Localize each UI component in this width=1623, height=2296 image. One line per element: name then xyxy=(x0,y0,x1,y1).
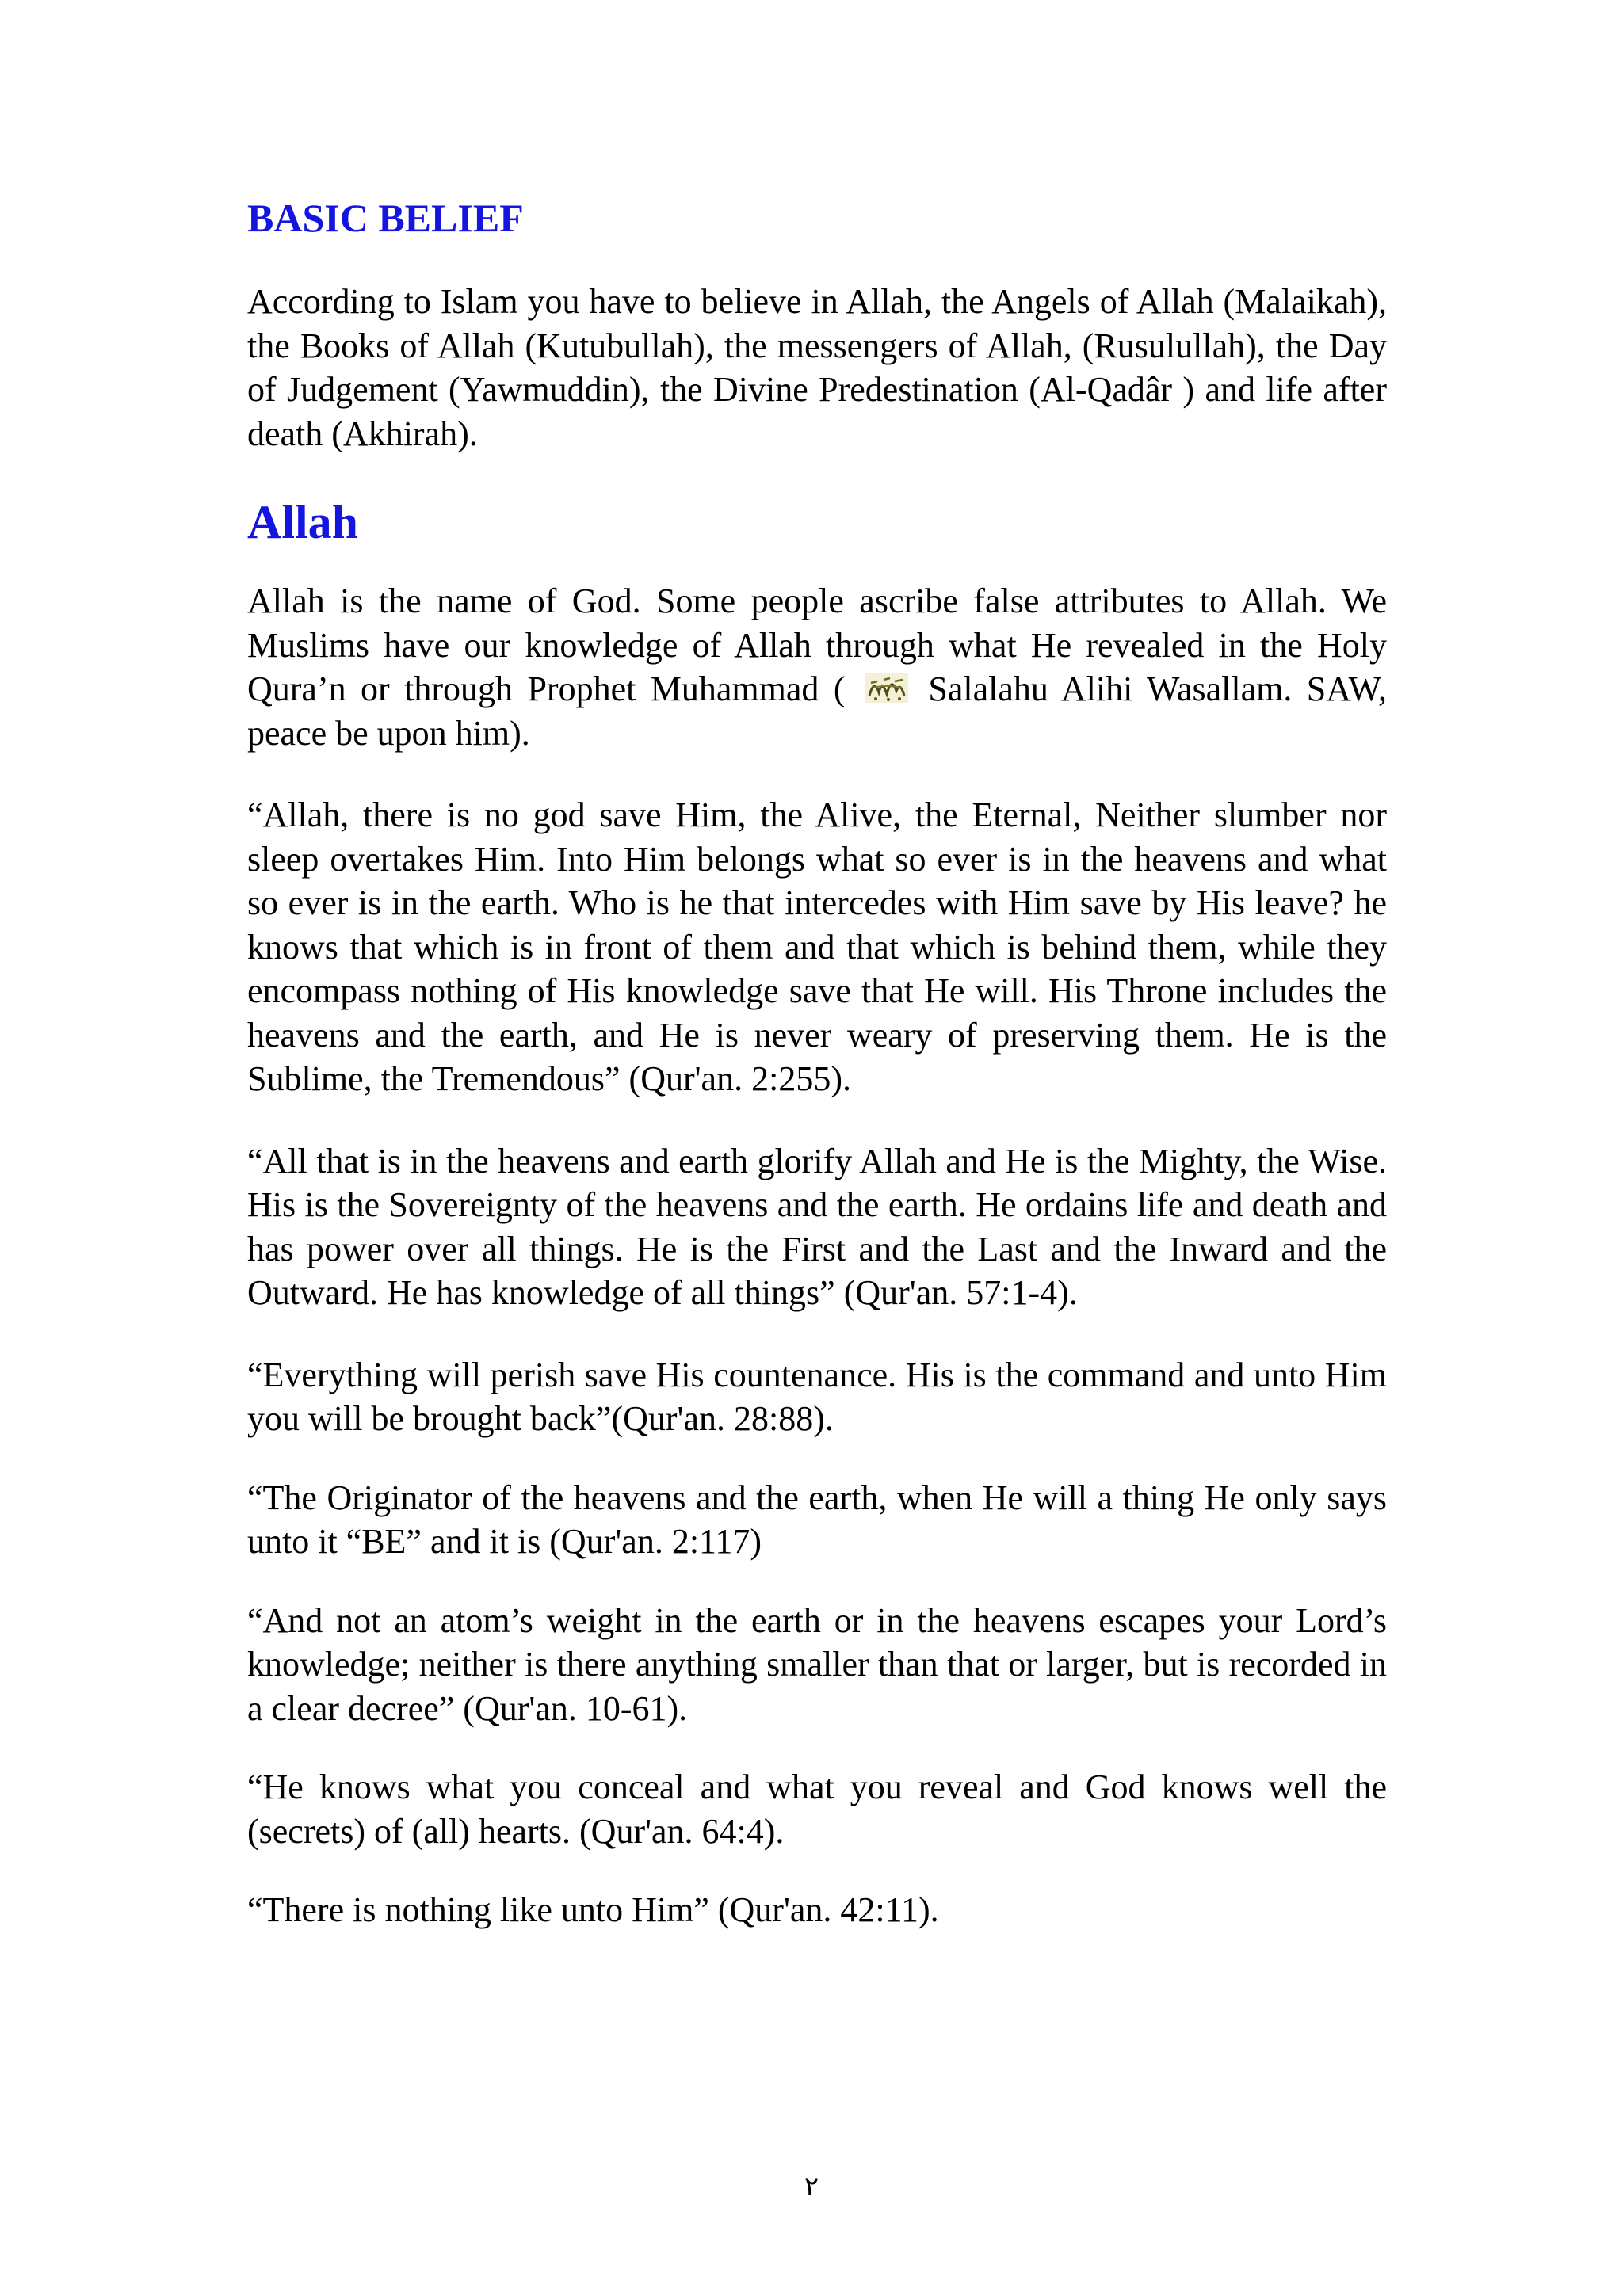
quote-paragraph: “He knows what you conceal and what you reveal and God knows well the (secrets) of (all) hearts. (Qur'an. 64:4). xyxy=(247,1768,1387,1851)
page-number: ٢ xyxy=(804,2171,819,2203)
quote-paragraph: “Everything will perish save His countenance. His is the command and unto Him you will be brought back”(Qur'an. 28:88). xyxy=(247,1355,1387,1438)
allah-intro-paragraph xyxy=(247,579,1387,755)
salawat-calligraphy-icon xyxy=(865,670,909,702)
subsection-title: Allah xyxy=(247,496,359,548)
quote-paragraph: “All that is in the heavens and earth glorify Allah and He is the Mighty, the Wise. His is the Sovereignty of the heavens and the earth. He ordains life and death and has power over all things. He is the First and the Last and the Inward and the Outward. He has knowledge of all things” (Qur'an. 57:1-4). xyxy=(247,1141,1387,1312)
quote-paragraph: “The Originator of the heavens and the earth, when He will a thing He only says unto it “BE” and it is (Qur'an. 2:117) xyxy=(247,1478,1387,1561)
quote-paragraph: “And not an atom’s weight in the earth or in the heavens escapes your Lord’s knowledge; neither is there anything smaller than that or larger, but is recorded in a clear decree” (Qur'an. 10-61). xyxy=(247,1600,1387,1728)
intro-paragraph: According to Islam you have to believe in Allah, the Angels of Allah (Malaikah), the Books of Allah (Kutubullah), the messengers of Allah, (Rusulullah), the Day of Judgement (Yawmuddin), the Divine Predestination (Al-Qadâr ) and life after death (Akhirah). xyxy=(247,282,1387,453)
quote-paragraph: “There is nothing like unto Him” (Qur'an. 42:11). xyxy=(247,1890,939,1929)
allah-intro-text-before: Allah is the name of God. Some people ascribe false attributes to Allah. We Muslims have our knowledge of Allah through what He revealed in the Holy Qura’n or through Prophet Muhammad ( xyxy=(247,582,1387,708)
quote-paragraph: “Allah, there is no god save Him, the Alive, the Eternal, Neither slumber nor sleep overtakes Him. Into Him belongs what so ever is in the heavens and what so ever is in the earth. Who is he that intercedes with Him save by His leave? he knows that which is in front of them and that which is behind them, while they encompass nothing of His knowledge save that He will. His Throne includes the heavens and the earth, and He is never weary of preserving them. He is the Sublime, the Tremendous” (Qur'an. 2:255). xyxy=(247,795,1387,1098)
allah-intro-text-after: Salalahu Alihi Wasallam. SAW, peace be upon him). xyxy=(247,669,1388,753)
section-title: BASIC BELIEF xyxy=(247,196,524,240)
page-content xyxy=(247,194,1387,1970)
